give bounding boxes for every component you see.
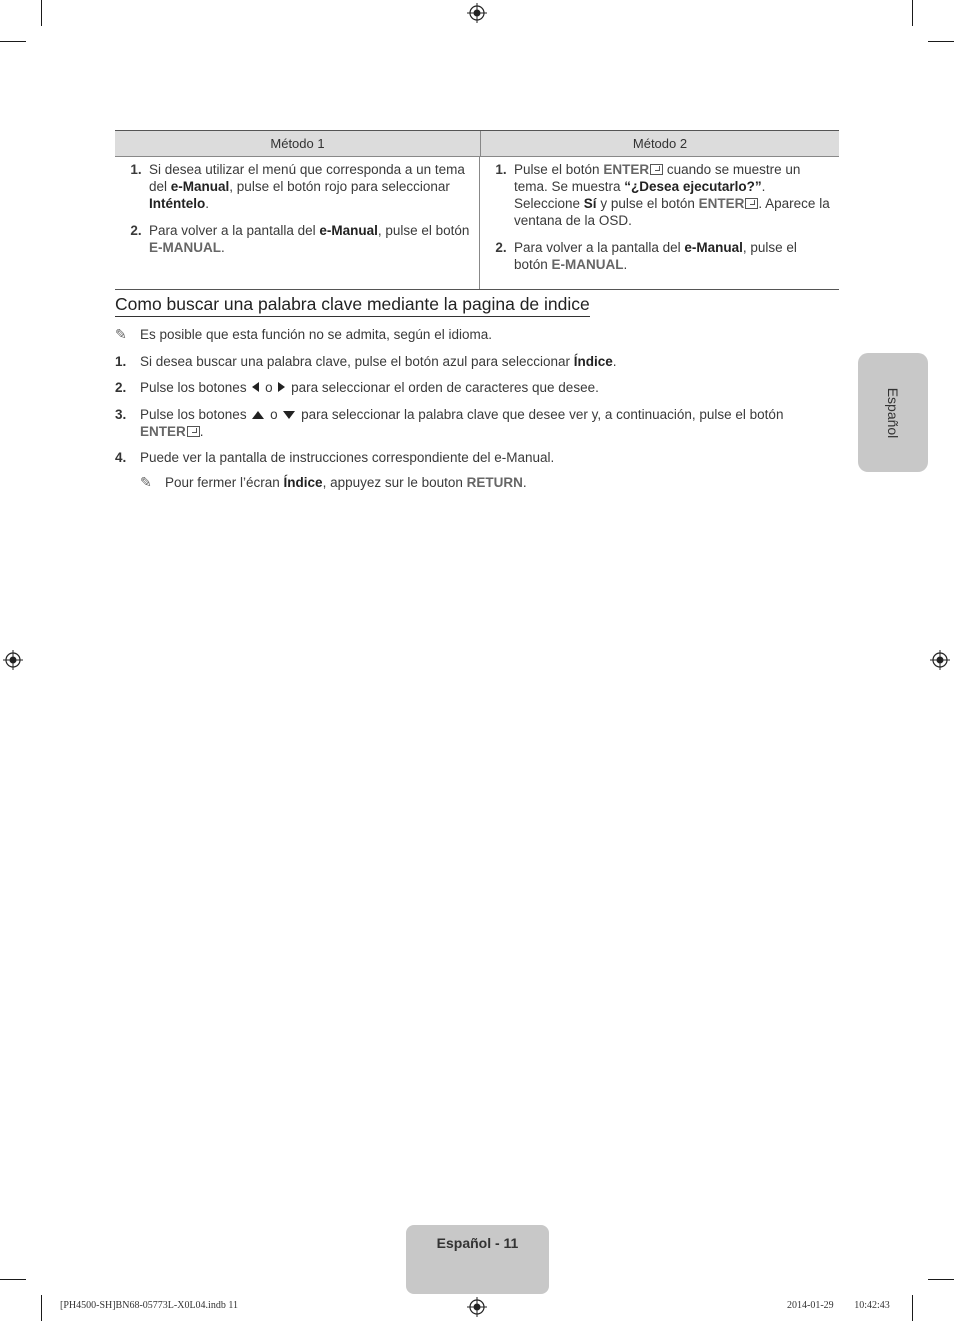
section-title: Como buscar una palabra clave mediante la pagina de indice (115, 294, 590, 317)
step-number: 2. (130, 223, 142, 238)
enter-icon (745, 198, 758, 209)
crop-mark (912, 1295, 913, 1321)
table-header (115, 131, 839, 157)
language-tab: Español (858, 353, 928, 472)
note: ✎ Es posible que esta función no se admita, según el idioma. (115, 326, 492, 342)
crop-mark (928, 1279, 954, 1280)
up-arrow-icon (252, 411, 264, 419)
list-item: 3. Pulse los botones o para seleccionar la palabra clave que desee ver y, a continuación, pulse el botón ENTER . (115, 407, 784, 439)
method-1-step (123, 222, 471, 256)
crop-mark (41, 1295, 42, 1321)
step-text: Si desea utilizar el menú que corresponda a un tema del e-Manual, pulse el botón rojo para seleccionar Inténtelo. (149, 162, 465, 211)
table-header-method-1: Método 1 (115, 131, 481, 156)
method-1-step (123, 161, 471, 212)
down-arrow-icon (283, 411, 295, 419)
step-number: 1. (130, 162, 142, 177)
pencil-icon: ✎ (115, 326, 127, 342)
list-item: 1. Si desea buscar una palabra clave, pulse el botón azul para seleccionar Índice. (115, 354, 617, 369)
pencil-icon: ✎ (140, 474, 152, 490)
list-item: 2. Pulse los botones o para seleccionar el orden de caracteres que desee. (115, 380, 599, 395)
method-2-cell (480, 157, 838, 289)
method-2-step (488, 161, 830, 229)
list-item: 4. Puede ver la pantalla de instrucciones correspondiente del e-Manual. (115, 450, 555, 465)
step-number: 2. (495, 240, 507, 255)
sub-note: ✎ Pour fermer l’écran Índice, appuyez sur le bouton RETURN. (140, 474, 527, 490)
methods-table (115, 130, 839, 290)
enter-icon (650, 164, 663, 175)
right-arrow-icon (278, 382, 285, 392)
table-row (115, 157, 839, 289)
method-2-step (488, 239, 830, 273)
step-text: Pulse el botón ENTER cuando se muestre un tema. Se muestra “¿Desea ejecutarlo?”. Seleccione Sí y pulse el botón ENTER . Aparece la ventana de la OSD. (514, 162, 830, 228)
registration-mark-icon (3, 650, 23, 670)
table-header-method-2: Método 2 (632, 136, 688, 151)
enter-icon (187, 426, 200, 437)
crop-mark (0, 1279, 26, 1280)
left-arrow-icon (252, 382, 259, 392)
registration-mark-icon (467, 1297, 487, 1317)
step-text: Para volver a la pantalla del e-Manual, pulse el botón E-MANUAL. (514, 240, 797, 272)
step-number: 1. (495, 162, 507, 177)
crop-mark (41, 0, 42, 26)
crop-mark (0, 41, 26, 42)
registration-mark-icon (467, 3, 487, 23)
page-number-tab: Español - 11 (406, 1225, 549, 1294)
method-1-cell (115, 157, 480, 289)
crop-mark (912, 0, 913, 26)
crop-mark (928, 41, 954, 42)
registration-mark-icon (930, 650, 950, 670)
print-slug-right: 2014-01-29 ￿￿ 10:42:43 (787, 1300, 890, 1311)
step-text: Para volver a la pantalla del e-Manual, pulse el botón E-MANUAL. (149, 223, 470, 255)
print-slug-left: [PH4500-SH]BN68-05773L-X0L04.indb 11 (60, 1300, 238, 1311)
